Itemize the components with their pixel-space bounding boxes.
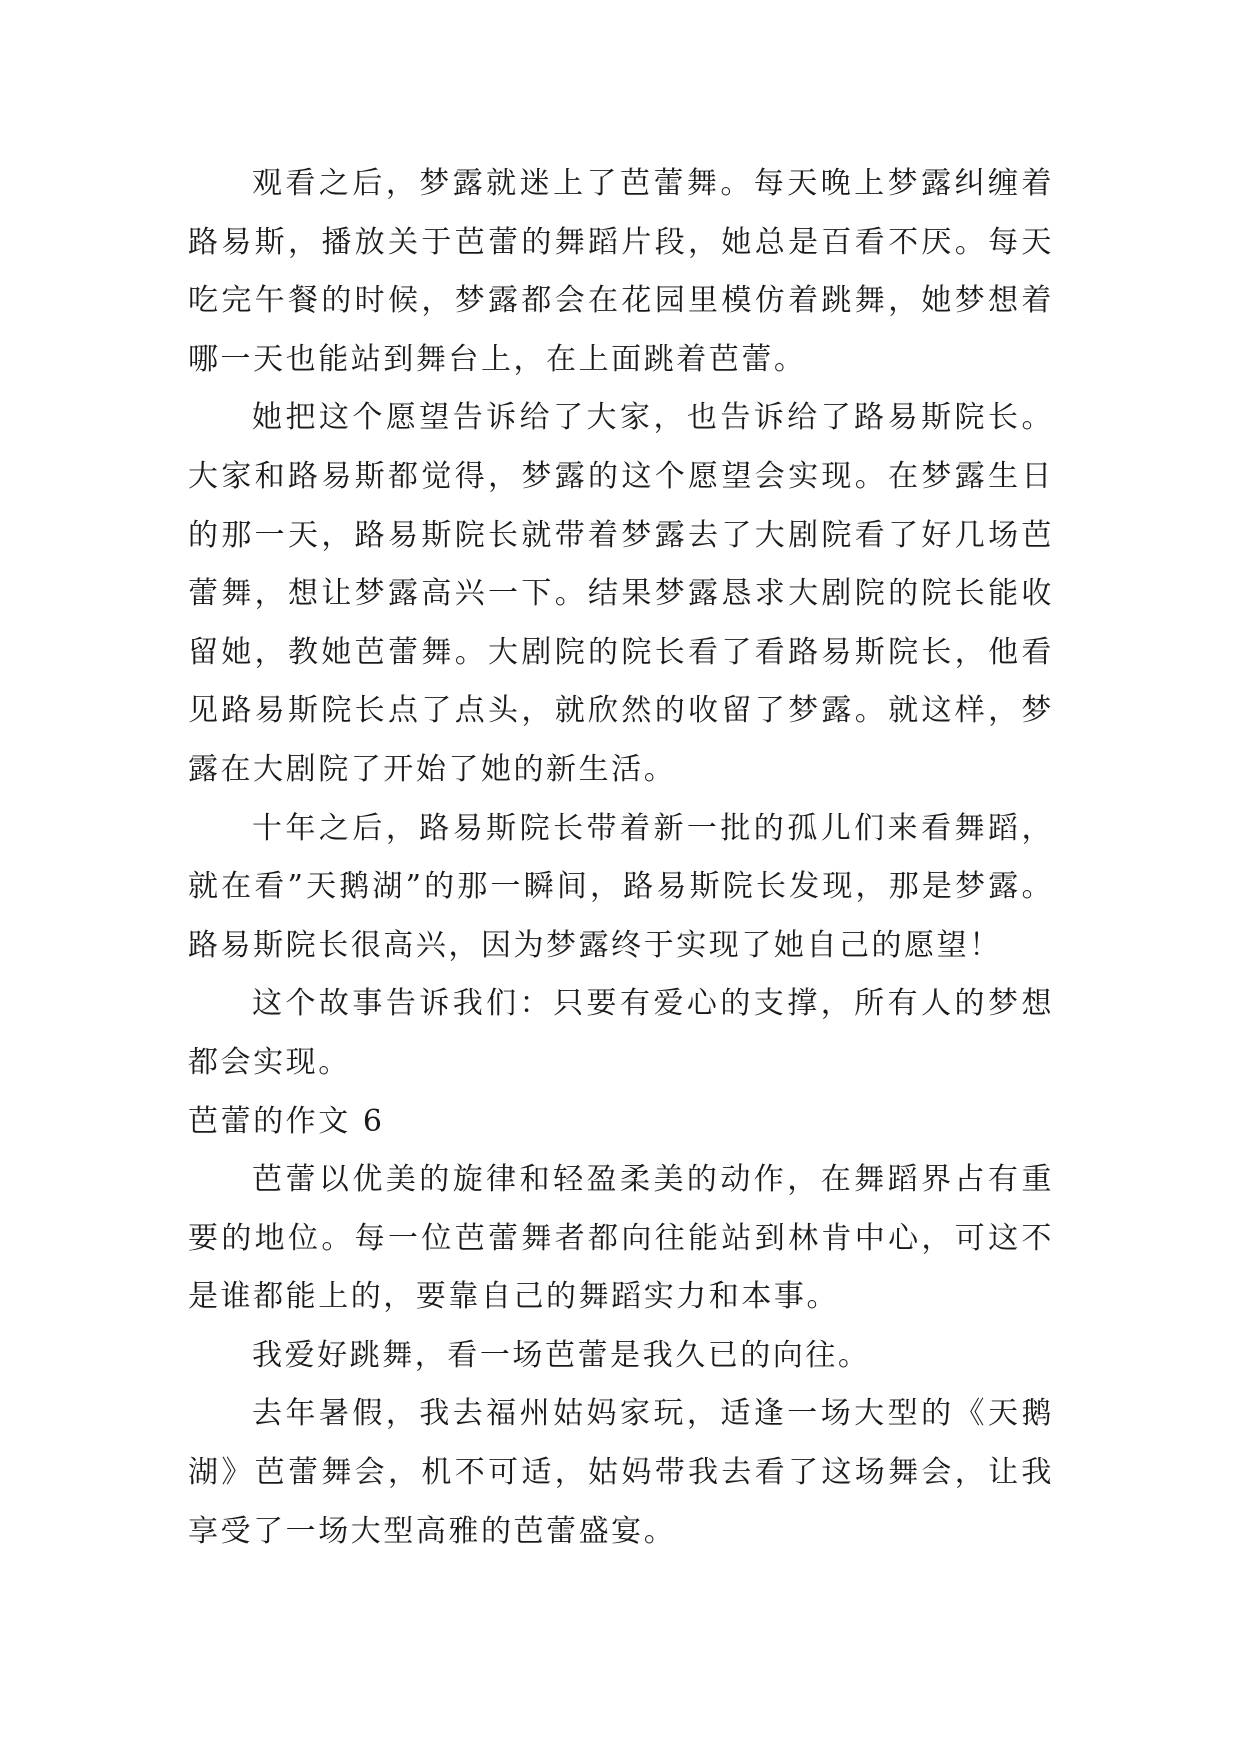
paragraph: 观看之后，梦露就迷上了芭蕾舞。每天晚上梦露纠缠着路易斯，播放关于芭蕾的舞蹈片段，她总是百看不厌。每天吃完午餐的时候，梦露都会在花园里模仿着跳舞，她梦想着哪一天也能站到舞台上，在上面跳着芭蕾。 xyxy=(188,166,1054,377)
paragraph: 去年暑假，我去福州姑妈家玩，适逢一场大型的《天鹅湖》芭蕾舞会，机不可适，姑妈带我去看了这场舞会，让我享受了一场大型高雅的芭蕾盛宴。 xyxy=(188,1396,1054,1549)
paragraph: 十年之后，路易斯院长带着新一批的孤儿们来看舞蹈，就在看”天鹅湖”的那一瞬间，路易斯院长发现，那是梦露。路易斯院长很高兴，因为梦露终于实现了她自己的愿望！ xyxy=(188,810,1054,963)
paragraph: 芭蕾以优美的旋律和轻盈柔美的动作，在舞蹈界占有重要的地位。每一位芭蕾舞者都向往能站到林肯中心，可这不是谁都能上的，要靠自己的舞蹈实力和本事。 xyxy=(188,1162,1054,1315)
paragraph: 我爱好跳舞，看一场芭蕾是我久已的向往。 xyxy=(252,1337,871,1373)
paragraph: 她把这个愿望告诉给了大家，也告诉给了路易斯院长。大家和路易斯都觉得，梦露的这个愿望会实现。在梦露生日的那一天，路易斯院长就带着梦露去了大剧院看了好几场芭蕾舞，想让梦露高兴一下。结果梦露恳求大剧院的院长能收留她，教她芭蕾舞。大剧院的院长看了看路易斯院长，他看见路易斯院长点了点头，就欣然的收留了梦露。就这样，梦露在大剧院了开始了她的新生活。 xyxy=(188,400,1054,787)
document-page xyxy=(188,155,1054,1561)
paragraph: 这个故事告诉我们：只要有爱心的支撑，所有人的梦想都会实现。 xyxy=(188,986,1054,1080)
section-heading: 芭蕾的作文 6 xyxy=(188,1103,385,1139)
